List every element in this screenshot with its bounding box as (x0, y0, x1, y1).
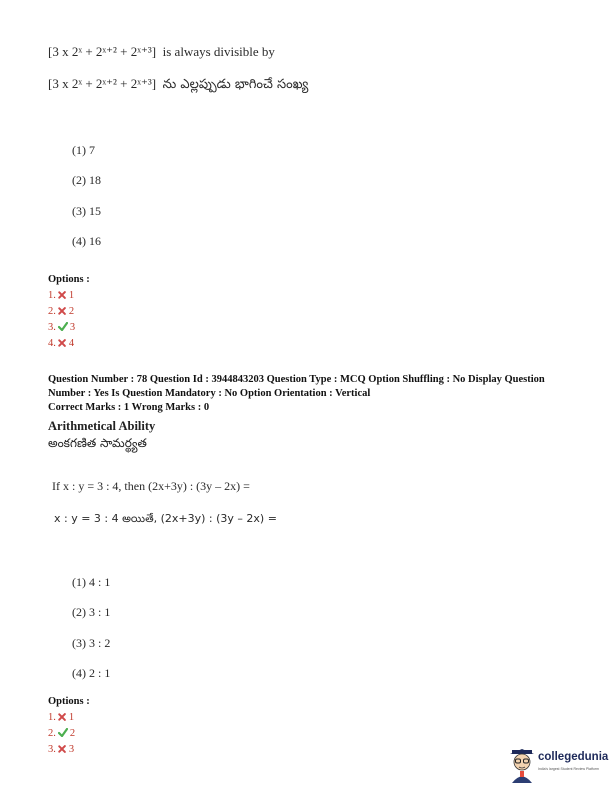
check-icon (58, 728, 68, 737)
q78-options-label: Options : (48, 696, 90, 707)
q78-meta-line-1: Question Number : 78 Question Id : 3944843203 Question Type : MCQ Option Shuffling : No Display Question (48, 374, 545, 385)
q77-expression-te: [3 x 2ˣ + 2ˣ⁺² + 2ˣ⁺³] (48, 76, 157, 91)
q78-english-line: If x : y = 3 : 4, then (2x+3y) : (3y – 2x) = (52, 479, 250, 493)
q77-option-1: 1. 1 (48, 290, 75, 301)
q77-telugu-text: ను ఎల్లప్పుడు భాగించే సంఖ్య (162, 77, 309, 92)
q78-option-1: 1. 1 (48, 712, 75, 723)
q78-option-2: 2. 2 (48, 728, 76, 739)
q77-choice-4: (4) 16 (72, 234, 101, 248)
logo-wordmark: collegedunia (538, 751, 609, 763)
q78-choice-1: (1) 4 : 1 (72, 575, 111, 589)
q77-option-4: 4. 4 (48, 338, 75, 349)
q78-choice-3: (3) 3 : 2 (72, 636, 111, 650)
q77-option-3: 3. 3 (48, 322, 76, 333)
cross-icon (58, 339, 66, 347)
q77-option-2: 2. 2 (48, 306, 75, 317)
q78-telugu-line: x : y = 3 : 4 అయితే, (2x+3y) : (3y – 2x) = (54, 512, 277, 525)
logo-tagline: India's largest Student Review Platform (538, 767, 599, 771)
q77-expression: [3 x 2ˣ + 2ˣ⁺² + 2ˣ⁺³] (48, 44, 157, 59)
q78-choice-2: (2) 3 : 1 (72, 605, 111, 619)
q78-option-3: 3. 3 (48, 744, 75, 755)
cross-icon (58, 291, 66, 299)
q78-marks: Correct Marks : 1 Wrong Marks : 0 (48, 402, 210, 413)
q77-options-label: Options : (48, 274, 90, 285)
section-title-telugu: అంకగణిత సామర్థ్యత (48, 436, 147, 450)
q77-choice-1: (1) 7 (72, 143, 95, 157)
collegedunia-logo (508, 746, 608, 786)
check-icon (58, 322, 68, 331)
q78-choice-4: (4) 2 : 1 (72, 666, 111, 680)
q77-english-line (48, 44, 275, 60)
cross-icon (58, 713, 66, 721)
q77-choice-3: (3) 15 (72, 204, 101, 218)
q77-telugu-line (48, 76, 308, 95)
section-title-english: Arithmetical Ability (48, 419, 156, 433)
q78-meta-line-2: Number : Yes Is Question Mandatory : No Option Orientation : Vertical (48, 388, 371, 399)
q77-english-text: is always divisible by (162, 44, 275, 59)
mascot-icon (508, 748, 536, 784)
q77-choice-2: (2) 18 (72, 173, 101, 187)
cross-icon (58, 745, 66, 753)
cross-icon (58, 307, 66, 315)
